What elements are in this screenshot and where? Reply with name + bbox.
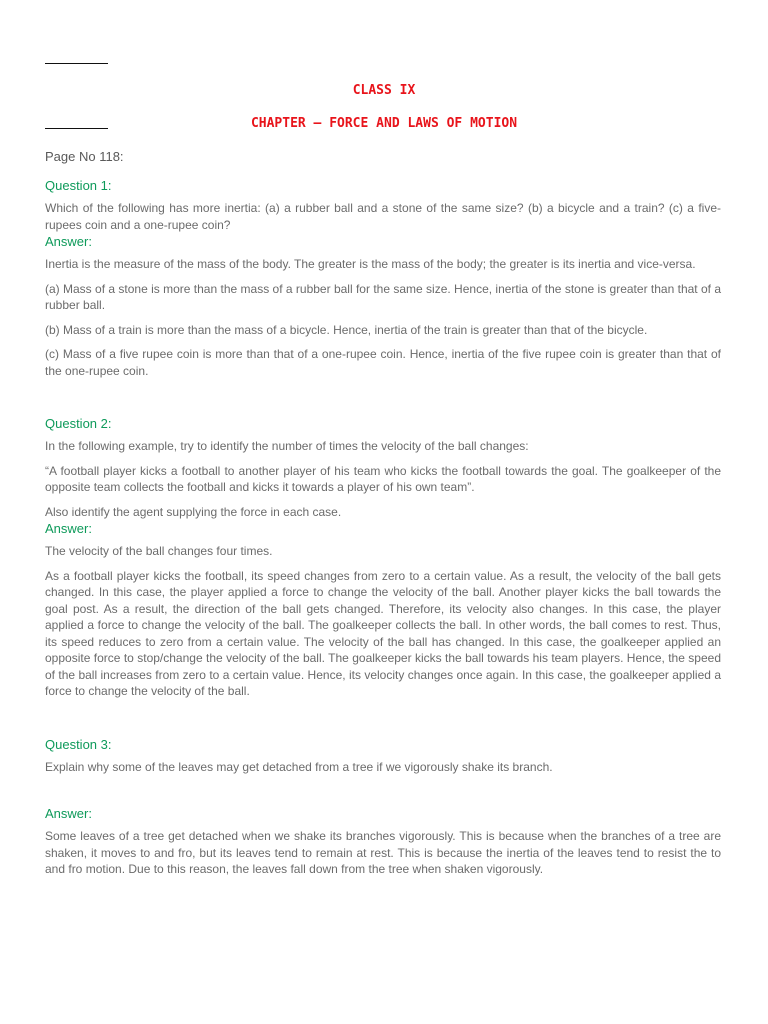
answer-paragraph: (c) Mass of a five rupee coin is more than that of a one-rupee coin. Hence, inertia of the five rupee coin is greater than that of the one-rupee coin. <box>45 347 721 378</box>
question-text: “A football player kicks a football to another player of his team who kicks the football towards the goal. The goalkeeper of the opposite team collects the football and kicks it towards a player of his own team”. <box>45 463 721 494</box>
answer-label: Answer: <box>45 806 92 821</box>
question-text: Explain why some of the leaves may get detached from a tree if we vigorously shake its branch. <box>45 759 553 774</box>
question-block-1 <box>45 177 721 379</box>
answer-paragraph: Some leaves of a tree get detached when we shake its branches vigorously. This is because when the branches of a tree are shaken, it moves to and fro, but its leaves tend to remain at rest. This is because the inertia of the leaves tend to resist the to and fro motion. Due to this reason, the leaves fall down from the tree when shaken vigorously. <box>45 829 721 876</box>
document-body <box>45 148 721 886</box>
answer-label: Answer: <box>45 521 92 536</box>
page-number: Page No 118: <box>45 149 124 164</box>
class-title: CLASS IX <box>352 83 416 98</box>
question-block-3 <box>45 736 721 878</box>
answer-paragraph: Inertia is the measure of the mass of the body. The greater is the mass of the body; the greater is its inertia and vice-versa. <box>45 257 696 271</box>
answer-paragraph: As a football player kicks the football, its speed changes from zero to a certain value. As a result, the velocity of the ball gets changed. In this case, the player applied a force to change the velocity of the ball. Another player kicks the ball towards the goal post. As a result, the direction of the ball gets changed. Therefore, its velocity also changes. In this case, the player applied a force to change the velocity of the ball. The goalkeeper collects the ball. In other words, the ball comes to rest. Thus, its speed reduces to zero from a certain value. The velocity of the ball has changed. In this case, the goalkeeper applied an opposite force to stop/change the velocity of the ball. The goalkeeper kicks the ball towards his team players. Hence, the speed of the ball increases from zero to a certain value. Hence, its velocity changes once again. In this case, the goalkeeper applied a force to change the velocity of the ball. <box>45 568 721 698</box>
spacer <box>45 708 721 736</box>
question-text: In the following example, try to identify the number of times the velocity of the ball changes: <box>45 439 529 453</box>
answer-paragraph: (a) Mass of a stone is more than the mass of a rubber ball for the same size. Hence, inertia of the stone is greater than that of a rubber ball. <box>45 281 721 312</box>
question-label: Question 2: <box>45 416 112 431</box>
spacer <box>45 783 721 805</box>
spacer <box>45 387 721 415</box>
question-label: Question 3: <box>45 736 112 752</box>
question-block-2 <box>45 415 721 700</box>
answer-paragraph: The velocity of the ball changes four times. <box>45 544 273 558</box>
answer-label: Answer: <box>45 234 92 249</box>
question-text: Which of the following has more inertia: (a) a rubber ball and a stone of the same size? (b) a bicycle and a train? (c) a five-rupees coin and a one-rupee coin? <box>45 201 721 232</box>
top-rule <box>45 63 108 64</box>
answer-paragraph: (b) Mass of a train is more than the mass of a bicycle. Hence, inertia of the train is greater than that of the bicycle. <box>45 322 648 337</box>
question-label: Question 1: <box>45 178 112 193</box>
question-text: Also identify the agent supplying the force in each case. <box>45 504 342 519</box>
chapter-title: CHAPTER – FORCE AND LAWS OF MOTION <box>250 116 518 131</box>
